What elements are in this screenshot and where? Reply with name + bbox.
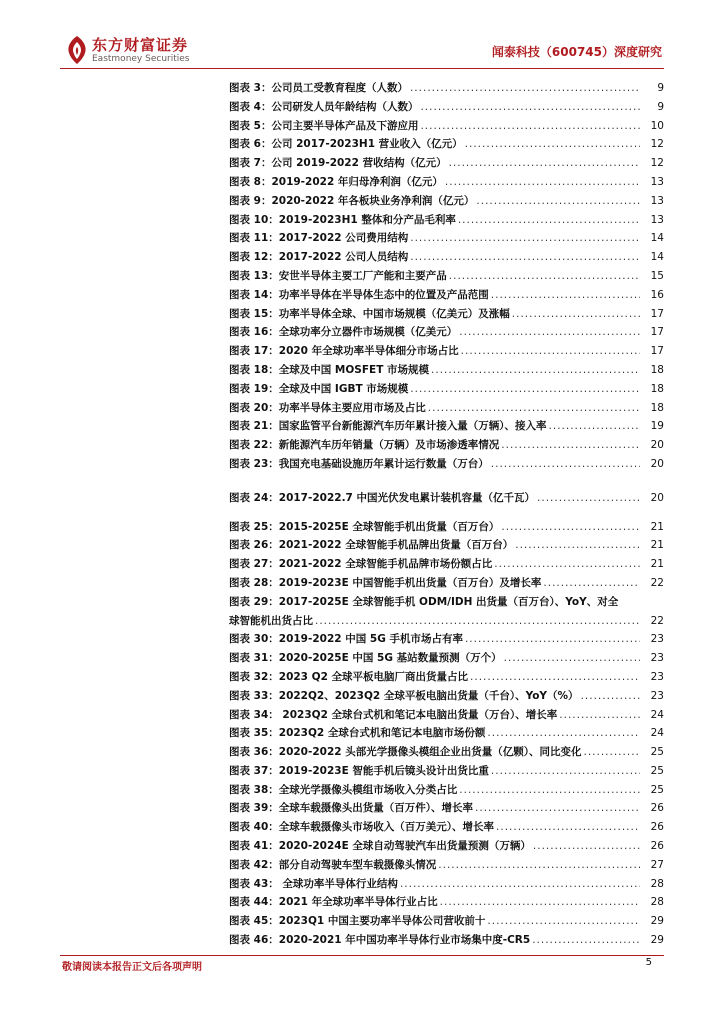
toc-entry-page: 26 — [650, 840, 664, 853]
dot-leader — [428, 399, 640, 418]
toc-entry-title: 图表 35：2023Q2 全球台式机和笔记本电脑市场份额 — [229, 727, 486, 740]
toc-entry-page: 21 — [650, 558, 664, 571]
toc-entry[interactable] — [229, 455, 664, 474]
toc-entry-title: 图表 18：全球及中国 MOSFET 市场规模 — [229, 363, 430, 376]
toc-entry-page: 17 — [650, 326, 664, 339]
toc-entry[interactable] — [229, 875, 664, 894]
toc-entry[interactable] — [229, 380, 664, 399]
toc-entry[interactable] — [229, 837, 664, 856]
toc-entry-page: 13 — [650, 194, 664, 207]
toc-entry[interactable] — [229, 799, 664, 818]
dot-leader — [470, 668, 640, 687]
toc-entry-page: 29 — [650, 915, 664, 928]
dot-leader — [537, 489, 640, 508]
toc-entry-page: 22 — [650, 576, 664, 589]
dot-leader — [501, 518, 640, 537]
toc-entry-title: 图表 42：部分自动驾驶车型车载摄像头情况 — [229, 858, 437, 871]
toc-entry-title: 图表 31：2020-2025E 中国 5G 基站数量预测（万个） — [229, 652, 502, 665]
logo-english-name: Eastmoney Securities — [92, 54, 190, 64]
toc-entry[interactable] — [229, 931, 664, 950]
dot-leader — [449, 267, 640, 286]
dot-leader — [491, 286, 640, 305]
toc-entry-title: 图表 10：2019-2023H1 整体和分产品毛利率 — [229, 213, 456, 226]
dot-leader — [410, 229, 640, 248]
toc-entry-title: 图表 20：功率半导体主要应用市场及占比 — [229, 401, 426, 414]
dot-leader — [465, 135, 640, 154]
dot-leader — [420, 98, 640, 117]
toc-entry[interactable] — [229, 211, 664, 230]
company-logo — [64, 35, 204, 69]
toc-entry[interactable] — [229, 706, 664, 725]
dot-leader — [475, 799, 640, 818]
dot-leader — [461, 342, 640, 361]
toc-entry[interactable] — [229, 305, 664, 324]
toc-entry[interactable] — [229, 743, 664, 762]
toc-entry-title: 图表 39：全球车载摄像头出货量（百万件）、增长率 — [229, 802, 474, 815]
toc-entry-title-continued: 球智能机出货占比 — [229, 614, 313, 627]
toc-entry-page: 23 — [650, 670, 664, 683]
toc-entry[interactable] — [229, 173, 664, 192]
toc-entry-page: 18 — [650, 363, 664, 376]
toc-entry-page: 17 — [650, 307, 664, 320]
dot-leader — [476, 192, 640, 211]
toc-entry[interactable] — [229, 762, 664, 781]
toc-entry-page: 12 — [650, 138, 664, 151]
dot-leader — [543, 574, 640, 593]
toc-entry-title: 图表 46：2020-2021 年中国功率半导体行业市场集中度-CR5 — [229, 934, 531, 947]
toc-entry-page: 13 — [650, 175, 664, 188]
toc-entry-page: 16 — [650, 288, 664, 301]
toc-entry[interactable] — [229, 267, 664, 286]
toc-entry-title: 图表 45：2023Q1 中国主要功率半导体公司营收前十 — [229, 915, 486, 928]
toc-entry[interactable] — [229, 323, 664, 342]
toc-entry-page: 25 — [650, 746, 664, 759]
toc-entry-page: 20 — [650, 439, 664, 452]
toc-entry-page: 26 — [650, 802, 664, 815]
dot-leader — [445, 173, 640, 192]
toc-entry-title: 图表 32：2023 Q2 全球平板电脑厂商出货量占比 — [229, 670, 469, 683]
toc-entry[interactable] — [229, 399, 664, 418]
toc-entry[interactable] — [229, 574, 664, 593]
toc-entry-title: 图表 34： 2023Q2 全球台式机和笔记本电脑出货量（万台）、增长率 — [229, 708, 558, 721]
toc-entry[interactable] — [229, 342, 664, 361]
toc-entry-title: 图表 29：2017-2025E 全球智能手机 ODM/IDH 出货量（百万台）、YoY、对全 — [229, 595, 619, 608]
toc-entry[interactable] — [229, 555, 664, 574]
toc-entry[interactable] — [229, 818, 664, 837]
toc-entry-page: 21 — [650, 520, 664, 533]
toc-entry[interactable] — [229, 361, 664, 380]
dot-leader — [400, 875, 640, 894]
toc-entry-page: 29 — [650, 934, 664, 947]
toc-entry-page: 24 — [650, 727, 664, 740]
page-header — [0, 0, 724, 72]
toc-entry[interactable] — [229, 593, 664, 631]
toc-entry-title: 图表 38：全球光学摄像头模组市场收入分类占比 — [229, 783, 458, 796]
toc-entry-title: 图表 9：2020-2022 年各板块业务净利润（亿元） — [229, 194, 475, 207]
toc-entry-page: 15 — [650, 269, 664, 282]
toc-entry[interactable] — [229, 154, 664, 173]
toc-entry-page: 18 — [650, 382, 664, 395]
toc-entry[interactable] — [229, 489, 664, 508]
dot-leader — [487, 724, 640, 743]
toc-entry[interactable] — [229, 630, 664, 649]
toc-entry[interactable] — [229, 286, 664, 305]
report-title: 闻泰科技（600745）深度研究 — [491, 45, 662, 59]
toc-entry[interactable] — [229, 856, 664, 875]
toc-entry[interactable] — [229, 912, 664, 931]
toc-entry-title: 图表 28：2019-2023E 中国智能手机出货量（百万台）及增长率 — [229, 576, 542, 589]
toc-entry[interactable] — [229, 135, 664, 154]
toc-entry-title: 图表 17：2020 年全球功率半导体细分市场占比 — [229, 345, 459, 358]
toc-entry-page: 26 — [650, 821, 664, 834]
eastmoney-logo-icon — [64, 35, 90, 65]
toc-entry[interactable] — [229, 781, 664, 800]
toc-entry-title: 图表 41：2020-2024E 全球自动驾驶汽车出货量预测（万辆） — [229, 840, 531, 853]
toc-entry-title: 图表 6：公司 2017-2023H1 营业收入（亿元） — [229, 138, 463, 151]
dot-leader — [533, 837, 640, 856]
toc-entry-page: 27 — [650, 858, 664, 871]
table-of-figures — [229, 79, 664, 950]
toc-entry-title: 图表 14：功率半导体在半导体生态中的位置及产品范围 — [229, 288, 489, 301]
toc-entry-title: 图表 43： 全球功率半导体行业结构 — [229, 877, 398, 890]
dot-leader — [459, 323, 640, 342]
dot-leader — [501, 436, 640, 455]
toc-entry-page: 20 — [650, 491, 664, 504]
dot-leader — [420, 117, 640, 136]
toc-entry[interactable] — [229, 668, 664, 687]
toc-entry[interactable] — [229, 192, 664, 211]
toc-entry[interactable] — [229, 417, 664, 436]
footer-divider — [60, 955, 664, 956]
toc-entry-page: 24 — [650, 708, 664, 721]
toc-entry-page: 17 — [650, 345, 664, 358]
toc-entry-title: 图表 19：全球及中国 IGBT 市场规模 — [229, 382, 409, 395]
toc-entry-title: 图表 16：全球功率分立器件市场规模（亿美元） — [229, 326, 458, 339]
toc-entry-page: 21 — [650, 539, 664, 552]
toc-entry-page: 19 — [650, 420, 664, 433]
dot-leader — [532, 931, 640, 950]
disclaimer-text: 敬请阅读本报告正文后各项声明 — [62, 962, 202, 973]
toc-entry[interactable] — [229, 893, 664, 912]
toc-entry[interactable] — [229, 687, 664, 706]
toc-entry-page: 23 — [650, 689, 664, 702]
toc-entry-title: 图表 3：公司员工受教育程度（人数） — [229, 82, 408, 94]
dot-leader — [410, 248, 640, 267]
dot-leader — [496, 818, 640, 837]
toc-entry-page: 23 — [650, 633, 664, 646]
dot-leader — [465, 630, 640, 649]
dot-leader — [549, 417, 640, 436]
toc-entry-title: 图表 30：2019-2022 中国 5G 手机市场占有率 — [229, 633, 463, 646]
dot-leader — [494, 555, 640, 574]
toc-entry-page: 25 — [650, 783, 664, 796]
toc-entry-title: 图表 13：安世半导体主要工厂产能和主要产品 — [229, 269, 447, 282]
toc-entry-title: 图表 4：公司研发人员年龄结构（人数） — [229, 100, 419, 113]
toc-entry-page: 9 — [657, 100, 664, 113]
toc-entry-title: 图表 11：2017-2022 公司费用结构 — [229, 232, 409, 245]
toc-entry-page: 20 — [650, 457, 664, 470]
toc-entry[interactable] — [229, 649, 664, 668]
toc-entry-page: 28 — [650, 877, 664, 890]
toc-entry-page: 22 — [650, 614, 664, 627]
dot-leader — [449, 154, 640, 173]
toc-entry[interactable] — [229, 536, 664, 555]
toc-entry[interactable] — [229, 248, 664, 267]
toc-entry-page: 23 — [650, 652, 664, 665]
toc-entry-page: 13 — [650, 213, 664, 226]
toc-entry-title: 图表 44：2021 年全球功率半导体行业占比 — [229, 896, 438, 909]
toc-entry-title: 图表 8：2019-2022 年归母净利润（亿元） — [229, 175, 443, 188]
dot-leader — [491, 762, 640, 781]
toc-entry-page: 14 — [650, 251, 664, 264]
dot-leader — [512, 305, 640, 324]
toc-entry[interactable] — [229, 229, 664, 248]
toc-entry-page: 9 — [657, 82, 664, 94]
toc-entry-title: 图表 23：我国充电基础设施历年累计运行数量（万台） — [229, 457, 489, 470]
dot-leader — [515, 536, 640, 555]
toc-entry[interactable] — [229, 79, 664, 98]
toc-entry-title: 图表 27：2021-2022 全球智能手机品牌市场份额占比 — [229, 558, 493, 571]
dot-leader — [559, 706, 640, 725]
toc-entry-title: 图表 21：国家监管平台新能源汽车历年累计接入量（万辆）、接入率 — [229, 420, 547, 433]
toc-entry-title: 图表 15：功率半导体全球、中国市场规模（亿美元）及涨幅 — [229, 307, 510, 320]
dot-leader — [315, 612, 640, 631]
toc-entry-title: 图表 24：2017-2022.7 中国光伏发电累计装机容量（亿千瓦） — [229, 491, 536, 504]
dot-leader — [491, 455, 640, 474]
dot-leader — [458, 211, 640, 230]
dot-leader — [583, 743, 640, 762]
page-number: 5 — [645, 957, 652, 968]
dot-leader — [440, 893, 640, 912]
toc-entry[interactable] — [229, 117, 664, 136]
toc-entry-page: 28 — [650, 896, 664, 909]
dot-leader — [459, 781, 640, 800]
toc-entry-page: 14 — [650, 232, 664, 245]
toc-entry-title: 图表 36：2020-2022 头部光学摄像头模组企业出货量（亿颗）、同比变化 — [229, 746, 582, 759]
toc-entry-title: 图表 40：全球车载摄像头市场收入（百万美元）、增长率 — [229, 821, 495, 834]
toc-entry-title: 图表 26：2021-2022 全球智能手机品牌出货量（百万台） — [229, 539, 514, 552]
toc-entry-title: 图表 25：2015-2025E 全球智能手机出货量（百万台） — [229, 520, 500, 533]
dot-leader — [487, 912, 640, 931]
toc-entry-title: 图表 7：公司 2019-2022 营收结构（亿元） — [229, 157, 447, 170]
toc-entry-title: 图表 22：新能源汽车历年销量（万辆）及市场渗透率情况 — [229, 439, 500, 452]
dot-leader — [431, 361, 640, 380]
logo-chinese-name: 东方财富证券 — [92, 36, 189, 54]
dot-leader — [410, 380, 640, 399]
toc-entry-page: 18 — [650, 401, 664, 414]
toc-entry-title: 图表 5：公司主要半导体产品及下游应用 — [229, 119, 419, 132]
toc-entry-title: 图表 33：2022Q2、2023Q2 全球平板电脑出货量（千台）、YoY（%） — [229, 689, 579, 702]
toc-entry-title: 图表 12：2017-2022 公司人员结构 — [229, 251, 409, 264]
toc-entry-page: 10 — [650, 119, 664, 132]
dot-leader — [438, 856, 640, 875]
dot-leader — [504, 649, 640, 668]
dot-leader — [410, 79, 640, 98]
dot-leader — [581, 687, 640, 706]
toc-entry-page: 25 — [650, 764, 664, 777]
toc-entry-title: 图表 37：2019-2023E 智能手机后镜头设计出货比重 — [229, 764, 489, 777]
toc-entry[interactable] — [229, 436, 664, 455]
toc-entry[interactable] — [229, 98, 664, 117]
toc-entry[interactable] — [229, 724, 664, 743]
header-divider — [60, 68, 664, 69]
toc-entry-page: 12 — [650, 157, 664, 170]
toc-entry[interactable] — [229, 518, 664, 537]
